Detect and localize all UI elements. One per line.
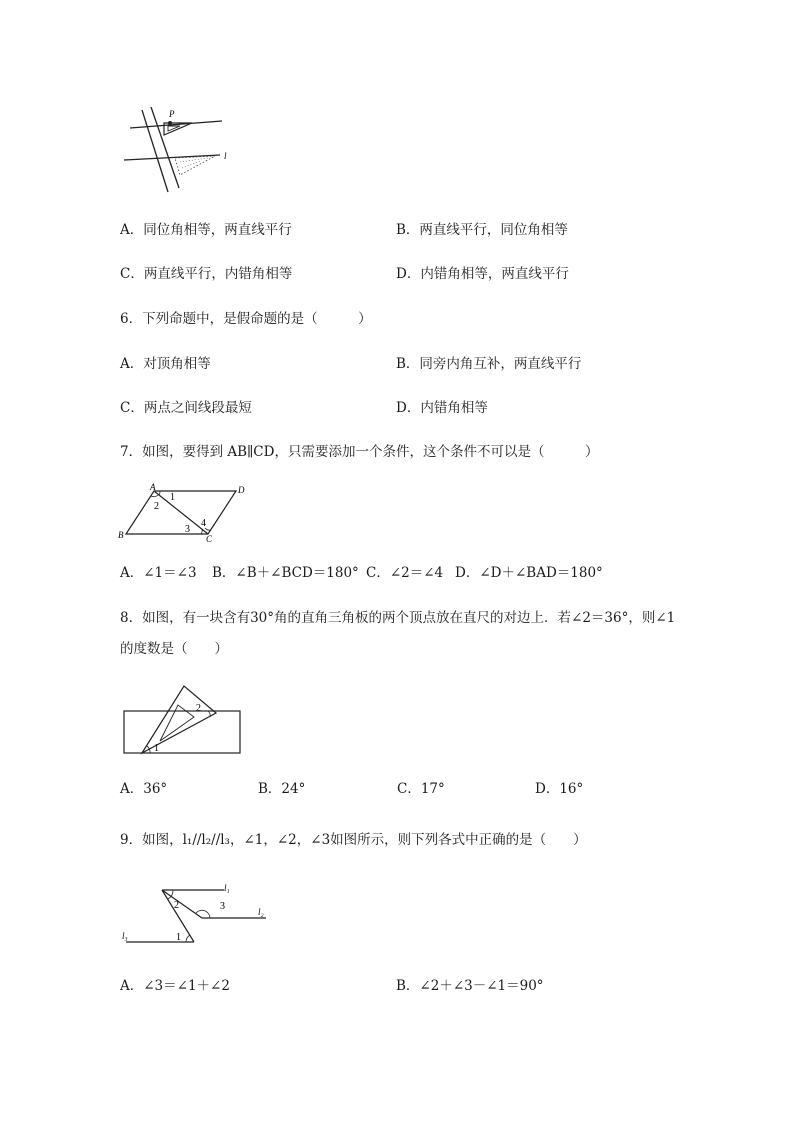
q7-option-d[interactable]: D．∠D＋∠BAD＝180° bbox=[455, 565, 603, 581]
q6-option-c[interactable]: C．两点之间线段最短 bbox=[120, 400, 252, 416]
q9-label-l3: l₃ bbox=[122, 931, 128, 941]
q9-label-3: 3 bbox=[220, 901, 225, 912]
q9-figure bbox=[120, 878, 280, 948]
q5-option-a[interactable]: A．同位角相等，两直线平行 bbox=[120, 222, 292, 238]
q5-label-l: l bbox=[224, 151, 227, 161]
q6-option-d[interactable]: D．内错角相等 bbox=[396, 400, 488, 416]
q8-option-b[interactable]: B．24° bbox=[258, 781, 306, 797]
q7-label-3: 3 bbox=[185, 524, 190, 535]
q9-label-l1: l₁ bbox=[224, 883, 230, 893]
q6-option-b[interactable]: B．同旁内角互补，两直线平行 bbox=[396, 356, 582, 372]
q9-stem: 9．如图，l₁//l₂//l₃，∠1，∠2，∠3如图所示，则下列各式中正确的是（ ） bbox=[120, 832, 587, 848]
q7-option-c[interactable]: C．∠2＝∠4 bbox=[366, 565, 444, 581]
q8-figure bbox=[120, 683, 250, 755]
q8-option-c[interactable]: C．17° bbox=[397, 781, 445, 797]
q7-label-4: 4 bbox=[201, 518, 206, 529]
q8-stem-line2: 的度数是（ ） bbox=[120, 641, 228, 657]
q8-label-2: 2 bbox=[196, 703, 201, 714]
q9-label-2: 2 bbox=[174, 900, 179, 911]
q8-option-a[interactable]: A．36° bbox=[120, 781, 168, 797]
q7-label-2: 2 bbox=[154, 501, 159, 512]
q7-label-a: A bbox=[150, 482, 156, 492]
q6-stem: 6．下列命题中，是假命题的是（ ） bbox=[120, 311, 372, 327]
q7-stem: 7．如图，要得到 AB∥CD，只需要添加一个条件，这个条件不可以是（ ） bbox=[120, 444, 599, 460]
q7-label-1: 1 bbox=[170, 492, 175, 503]
q5-label-p: P bbox=[169, 109, 175, 119]
q7-option-a[interactable]: A．∠1＝∠3 bbox=[120, 565, 197, 581]
q9-option-b[interactable]: B．∠2＋∠3－∠1＝90° bbox=[396, 978, 544, 994]
q7-option-b[interactable]: B．∠B＋∠BCD＝180° bbox=[212, 565, 359, 581]
q5-option-b[interactable]: B．两直线平行，同位角相等 bbox=[396, 222, 568, 238]
q5-figure bbox=[120, 100, 230, 195]
q9-label-l2: l₂ bbox=[258, 907, 264, 917]
q8-option-d[interactable]: D．16° bbox=[535, 781, 584, 797]
q9-option-a[interactable]: A．∠3＝∠1＋∠2 bbox=[120, 978, 230, 994]
q7-figure bbox=[116, 481, 256, 543]
q8-stem-line1: 8．如图，有一块含有30°角的直角三角板的两个顶点放在直尺的对边上．若∠2＝36°，则∠1 bbox=[120, 610, 676, 626]
q7-label-b: B bbox=[118, 530, 124, 540]
q6-option-a[interactable]: A．对顶角相等 bbox=[120, 356, 211, 372]
q7-label-c: C bbox=[206, 534, 213, 544]
q7-label-d: D bbox=[238, 485, 245, 495]
q8-label-1: 1 bbox=[154, 743, 159, 754]
q5-option-d[interactable]: D．内错角相等，两直线平行 bbox=[396, 266, 569, 282]
q9-label-1: 1 bbox=[176, 932, 181, 943]
q5-option-c[interactable]: C．两直线平行，内错角相等 bbox=[120, 266, 293, 282]
